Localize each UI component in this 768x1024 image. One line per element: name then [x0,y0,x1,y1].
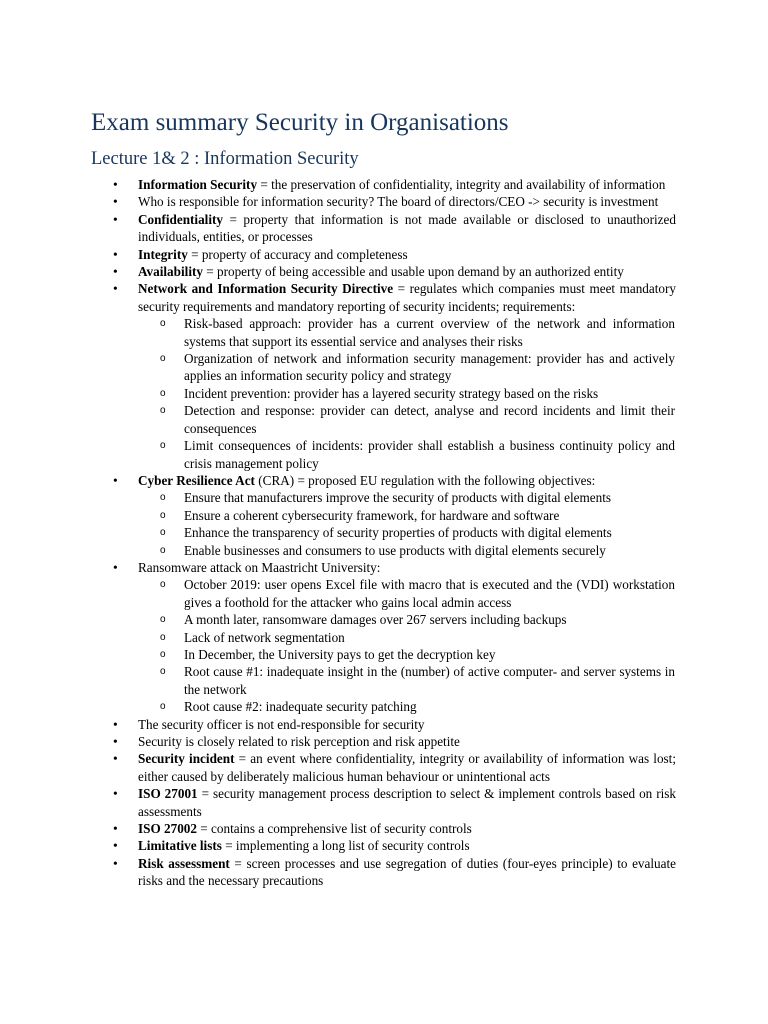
list-item [0,855,676,890]
sub-list-item [160,350,675,385]
term: ISO 27002 [138,821,197,837]
definition: (CRA) = proposed EU regulation with the following objectives: [254,472,596,488]
sub-list-item [160,629,675,646]
list-item-text [138,176,676,193]
list-item-text [138,263,676,280]
definition: = property of being accessible and usable upon demand by an authorized entity [202,264,624,280]
definition: The security officer is not end-responsible for security [138,716,425,732]
circle-bullet-icon: o [160,648,166,660]
sub-list-item-text: In December, the University pays to get the decryption key [184,646,496,662]
sub-list-item [160,489,675,506]
list-item [0,472,676,559]
sub-list-item-text: Risk-based approach: provider has a current overview of the network and information systems that support its essential service and analyses their risks [184,316,675,349]
sub-list-item [160,524,675,541]
circle-bullet-icon: o [160,318,166,330]
list-item-text [138,750,676,785]
list-item [0,716,676,733]
list-item-text [138,280,676,315]
circle-bullet-icon: o [160,527,166,539]
list-item-text [138,855,676,890]
term: Limitative lists [138,838,222,854]
term: Network and Information Security Directive [138,281,394,297]
list-item [0,820,676,837]
circle-bullet-icon: o [160,509,166,521]
circle-bullet-icon: o [160,353,166,365]
bullet-icon: • [113,177,118,192]
definition: = contains a comprehensive list of security controls [197,821,472,837]
bullet-icon: • [113,821,118,837]
sub-list-item-text: Ensure a coherent cybersecurity framework, for hardware and software [184,507,560,523]
sub-list-item-text: Ensure that manufacturers improve the security of products with digital elements [184,490,612,506]
list-item-text [138,837,676,854]
section-heading: Lecture 1& 2 : Information Security [91,149,359,169]
term: ISO 27001 [138,786,198,802]
list-item-text [138,716,676,733]
sub-list [138,315,676,472]
bullet-list [0,176,768,890]
sub-list-item [160,402,675,437]
sub-list-item [160,698,675,715]
sub-list-item-text: Detection and response: provider can detect, analyse and record incidents and limit their consequences [184,403,675,436]
definition: = property of accuracy and completeness [187,246,408,262]
sub-list-item [160,663,675,698]
bullet-icon: • [113,734,118,749]
definition: = an event where confidentiality, integrity or availability of information was lost; either caused by deliberately malicious human behaviour or unintentional acts [138,751,676,784]
bullet-icon: • [113,716,118,732]
bullet-icon: • [113,786,118,802]
bullet-icon: • [113,194,118,210]
list-item-text [138,785,676,820]
sub-list-item-text: Limit consequences of incidents: provider shall establish a business continuity policy and crisis management policy [184,438,675,471]
document-title: Exam summary Security in Organisations [91,109,509,136]
sub-list-item [160,315,675,350]
circle-bullet-icon: o [160,614,166,626]
list-item [0,733,676,750]
list-item [0,176,676,193]
definition: Ransomware attack on Maastricht University: [138,559,381,575]
definition: = screen processes and use segregation of duties (four-eyes principle) to evaluate risks and the necessary precautions [138,855,676,889]
definition: = the preservation of confidentiality, integrity and availability of information [257,177,666,192]
bullet-icon: • [113,264,118,280]
term: Information Security [138,177,258,192]
term: Availability [138,264,203,280]
circle-bullet-icon: o [160,440,166,452]
term: Security incident [138,751,235,767]
sub-list [138,489,676,559]
definition: = regulates which companies must meet mandatory security requirements and mandatory reporting of security incidents; requirements: [138,281,676,314]
list-item-text [138,246,676,263]
list-item [0,837,676,854]
bullet-icon: • [113,211,118,227]
definition: = implementing a long list of security controls [221,838,470,854]
sub-list-item-text: Enhance the transparency of security properties of products with digital elements [184,525,612,541]
list-item-text [138,193,676,210]
bullet-icon: • [113,472,118,488]
list-item-text [138,211,676,246]
sub-list-item-text: Root cause #2: inadequate security patching [184,699,417,715]
sub-list-item [160,507,675,524]
circle-bullet-icon: o [160,631,166,643]
list-item [0,263,676,280]
circle-bullet-icon: o [160,387,166,399]
bullet-icon: • [113,751,118,767]
list-item [0,211,676,246]
term: Integrity [138,246,188,262]
circle-bullet-icon: o [160,666,166,678]
bullet-icon: • [113,838,118,854]
sub-list-item [160,576,675,611]
sub-list [138,576,676,715]
list-item [0,785,676,820]
sub-list-item-text: A month later, ransomware damages over 267 servers including backups [184,612,567,628]
sub-list-item [160,385,675,402]
circle-bullet-icon: o [160,492,166,504]
bullet-icon: • [113,559,118,575]
definition: Who is responsible for information security? The board of directors/CEO -> security is investment [138,194,659,210]
definition: = property that information is not made available or disclosed to unauthorized individuals, entities, or processes [138,211,676,245]
bullet-icon: • [113,246,118,262]
circle-bullet-icon: o [160,701,166,713]
sub-list-item-text: October 2019: user opens Excel file with macro that is executed and the (VDI) workstation gives a foothold for the attacker who gains local admin access [184,577,675,610]
definition: Security is closely related to risk perception and risk appetite [138,734,460,749]
list-item-text [138,733,676,750]
list-item [0,750,676,785]
sub-list-item-text: Incident prevention: provider has a layered security strategy based on the risks [184,385,599,401]
list-item [0,280,676,471]
list-item [0,246,676,263]
circle-bullet-icon: o [160,579,166,591]
term: Cyber Resilience Act [138,472,255,488]
sub-list-item-text: Organization of network and information security management: provider has and actively applies an information security policy and strategy [184,351,675,384]
sub-list-item [160,542,675,559]
sub-list-item [160,611,675,628]
term: Confidentiality [138,211,223,227]
list-item [0,193,676,210]
sub-list-item [160,646,675,663]
list-item [0,559,676,716]
sub-list-item-text: Root cause #1: inadequate insight in the (number) of active computer- and server systems in the network [184,664,675,697]
definition: = security management process description to select & implement controls based on risk assessments [138,786,676,819]
bullet-icon: • [113,281,118,297]
sub-list-item-text: Enable businesses and consumers to use products with digital elements securely [184,542,606,558]
circle-bullet-icon: o [160,544,166,556]
term: Risk assessment [138,855,230,871]
circle-bullet-icon: o [160,405,166,417]
bullet-icon: • [113,855,118,871]
list-item-text [138,820,676,837]
sub-list-item-text: Lack of network segmentation [184,629,345,645]
sub-list-item [160,437,675,472]
list-item-text [138,559,676,576]
list-item-text [138,472,676,489]
